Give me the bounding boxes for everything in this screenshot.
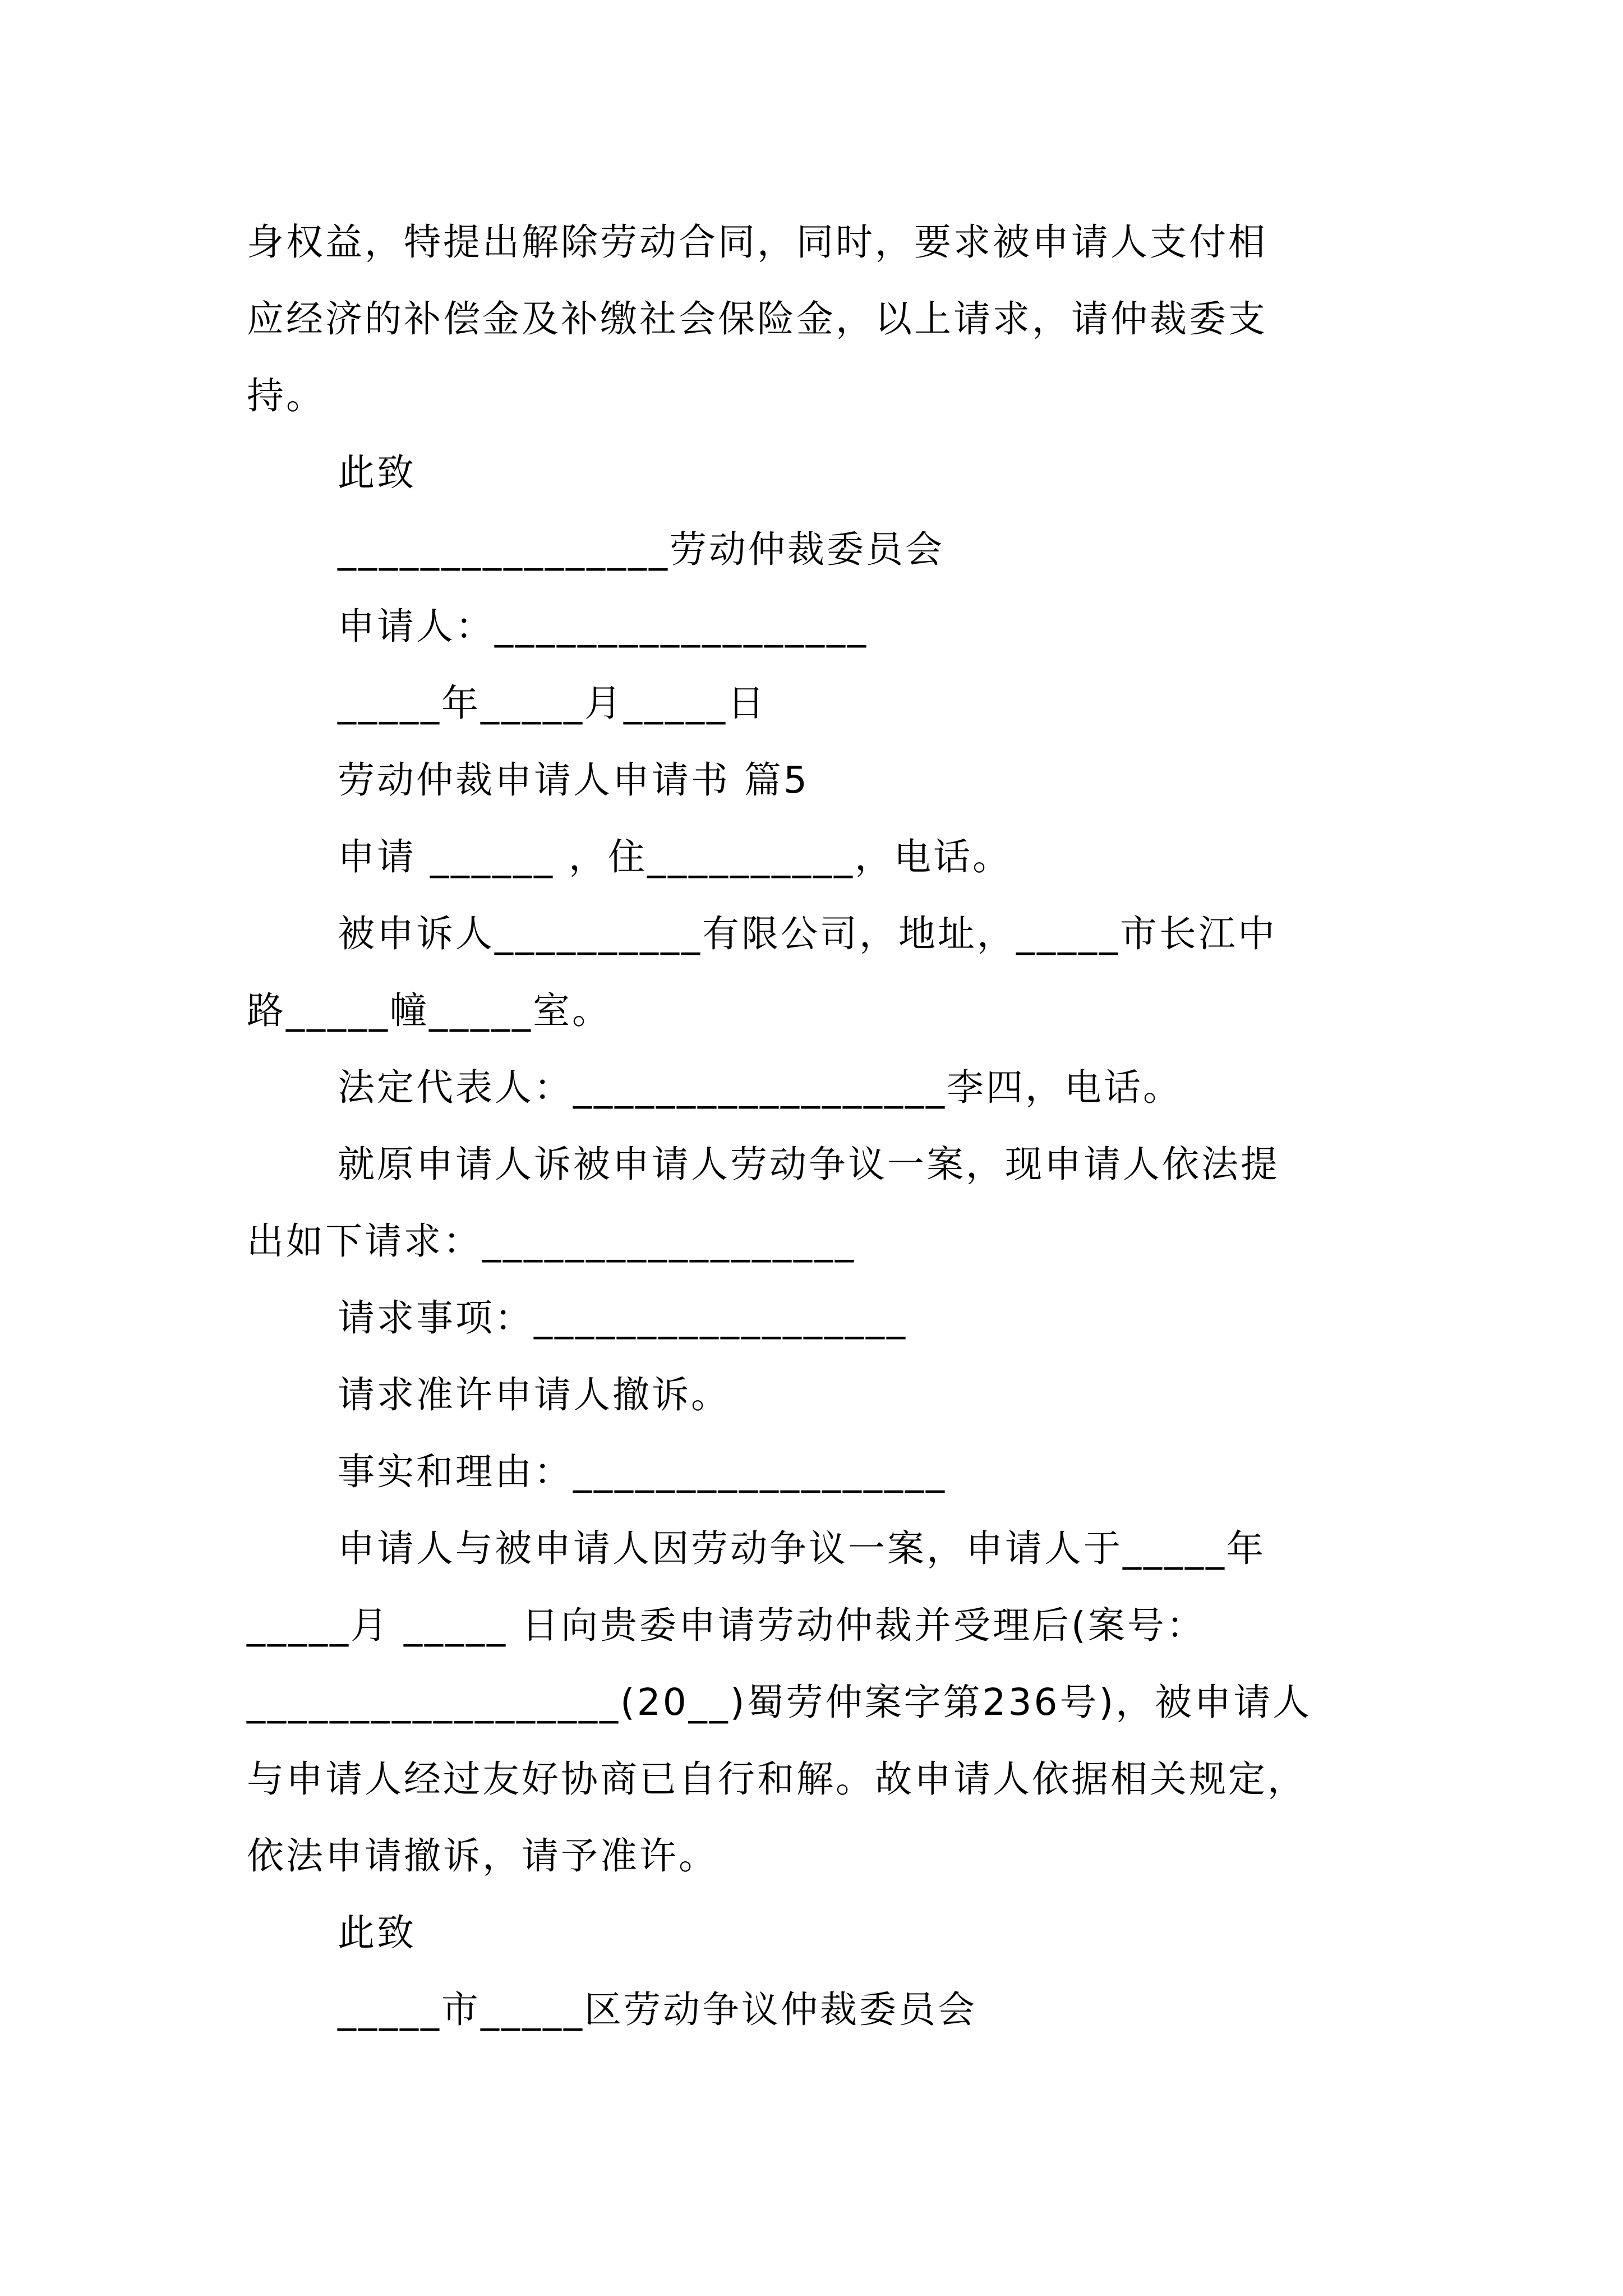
body-text-line: 身权益，特提出解除劳动合同，同时，要求被申请人支付相 <box>247 220 1267 264</box>
applicant-line: 申请 ______ ，住__________，电话。 <box>338 835 1012 878</box>
applicant-signature-line: 申请人：__________________ <box>338 605 868 648</box>
body-text-line: 申请人与被申请人因劳动争议一案，申请人于_____年 <box>338 1527 1266 1570</box>
date-line: _____年_____月_____日 <box>338 682 767 725</box>
body-text-line: __________________(20__)蜀劳仲案字第236号)，被申请人 <box>247 1681 1312 1724</box>
facts-reasons-line: 事实和理由：__________________ <box>338 1450 947 1493</box>
body-text-line: 与申请人经过友好协商已自行和解。故申请人依据相关规定， <box>247 1757 1307 1801</box>
body-text-line: 出如下请求：__________________ <box>247 1220 856 1263</box>
request-text-line: 请求准许申请人撤诉。 <box>338 1373 730 1416</box>
request-items-line: 请求事项：__________________ <box>338 1296 907 1340</box>
salutation: 此致 <box>338 451 416 494</box>
body-text-line: 依法申请撤诉，请予准许。 <box>247 1834 718 1878</box>
body-text-line: 应经济的补偿金及补缴社会保险金，以上请求，请仲裁委支 <box>247 297 1267 341</box>
legal-representative-line: 法定代表人：__________________李四，电话。 <box>338 1066 1182 1109</box>
addressee-line: ________________劳动仲裁委员会 <box>338 528 944 571</box>
respondent-address-line: 路_____幢_____室。 <box>247 989 611 1032</box>
body-text-line: 持。 <box>247 374 325 417</box>
body-text-line: 就原申请人诉被申请人劳动争议一案，现申请人依法提 <box>338 1143 1280 1186</box>
respondent-line: 被申诉人__________有限公司，地址，_____市长江中 <box>338 912 1277 955</box>
addressee-line: _____市_____区劳动争议仲裁委员会 <box>338 1988 977 2031</box>
body-text-line: _____月 _____ 日向贵委申请劳动仲裁并受理后(案号： <box>247 1604 1206 1647</box>
section-heading: 劳动仲裁申请人申请书 篇5 <box>338 758 809 802</box>
salutation: 此致 <box>338 1911 416 1954</box>
